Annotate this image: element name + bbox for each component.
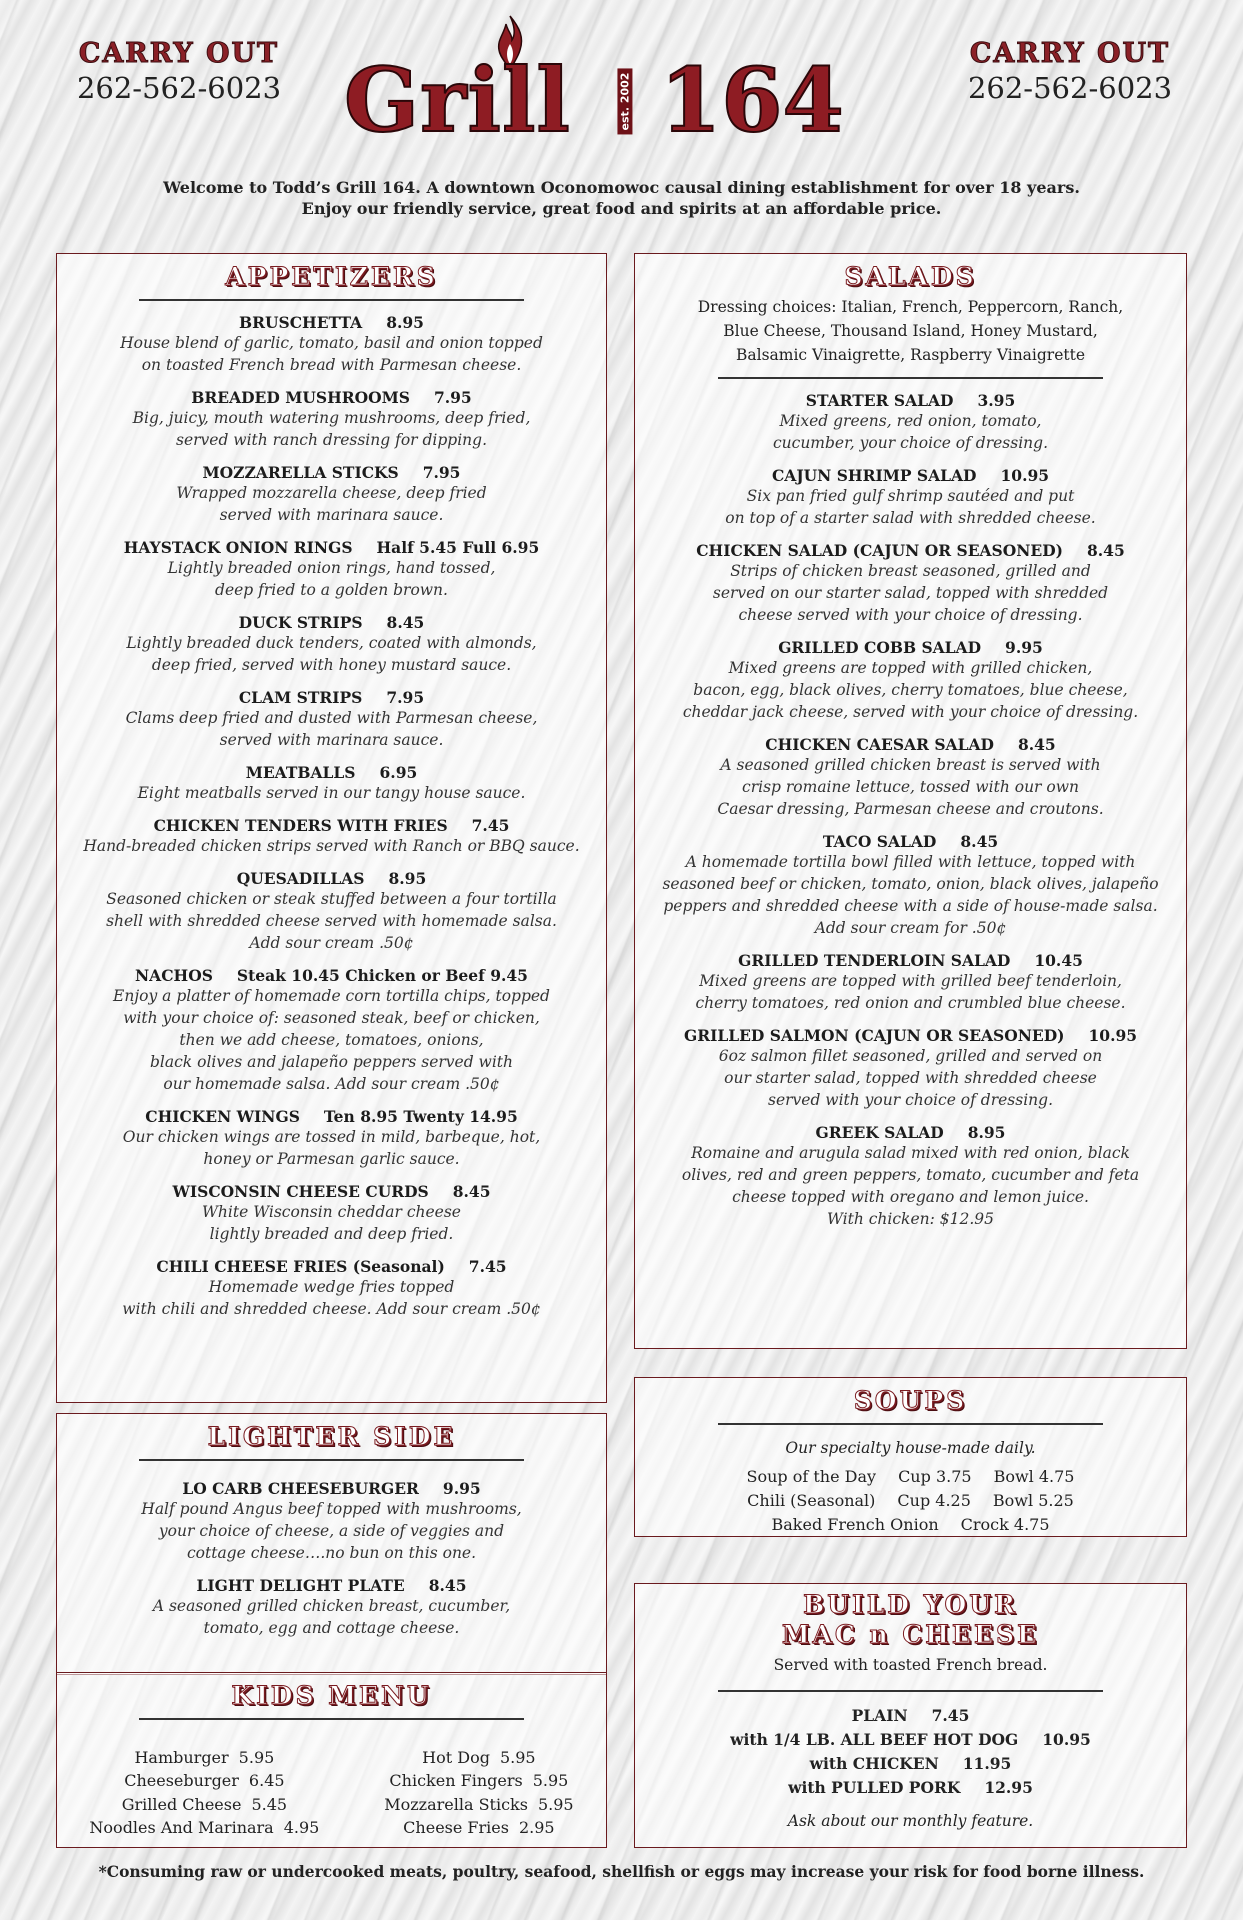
menu-item-name: NACHOS	[135, 965, 213, 985]
menu-item	[635, 391, 1186, 454]
carry-out-right	[935, 38, 1205, 105]
kids-column-right	[384, 1746, 573, 1840]
menu-item-name: CHICKEN WINGS	[145, 1106, 300, 1126]
kids-menu-item	[384, 1816, 573, 1840]
menu-item-description: Mixed greens, red onion, tomato, cucumber, your choice of dressing.	[772, 411, 1049, 452]
menu-item-description: Big, juicy, mouth watering mushrooms, deep fried, served with ranch dressing for dipping.	[132, 408, 531, 449]
appetizer-list	[57, 313, 606, 1320]
menu-item	[635, 541, 1186, 626]
mac-option-name: with PULLED PORK	[788, 1777, 961, 1797]
menu-item-heading	[57, 313, 606, 332]
menu-item	[57, 1576, 606, 1639]
menu-item-name: CAJUN SHRIMP SALAD	[771, 465, 977, 485]
menu-item	[57, 966, 606, 1095]
mac-option	[635, 1776, 1186, 1800]
grill-164-logo	[340, 14, 900, 152]
menu-item-description: Lightly breaded duck tenders, coated with almonds, deep fried, served with honey mustard sauce.	[126, 633, 537, 674]
menu-item-description: Eight meatballs served in our tangy house sauce.	[137, 783, 526, 802]
kids-item-price: 5.95	[532, 1771, 569, 1790]
menu-item	[57, 1107, 606, 1170]
soup-item	[635, 1465, 1186, 1489]
menu-item-heading	[635, 638, 1186, 657]
menu-item	[57, 816, 606, 857]
menu-item-price: 7.45	[468, 1256, 507, 1276]
appetizers-title: APPETIZERS	[225, 262, 438, 291]
mac-option	[635, 1704, 1186, 1728]
menu-item-price: 7.95	[433, 387, 472, 407]
mac-option	[635, 1752, 1186, 1776]
menu-item-description: Six pan fried gulf shrimp sautéed and put on top of a starter salad with shredded cheese.	[725, 486, 1096, 527]
menu-item-description: Wrapped mozzarella cheese, deep fried served with marinara sauce.	[176, 483, 487, 524]
kids-item-name: Cheese Fries	[403, 1818, 509, 1837]
soup-name: Chili (Seasonal)	[747, 1490, 876, 1510]
mac-option-name: with 1/4 LB. ALL BEEF HOT DOG	[730, 1729, 1019, 1749]
menu-item-price: 10.95	[1088, 1025, 1138, 1045]
menu-item-heading	[57, 538, 606, 557]
kids-item-price: 4.95	[283, 1818, 320, 1837]
menu-item-description: Hand-breaded chicken strips served with Ranch or BBQ sauce.	[83, 836, 580, 855]
menu-item-heading	[57, 816, 606, 835]
kids-item-price: 2.95	[518, 1818, 555, 1837]
carry-out-label: CARRY OUT	[969, 38, 1171, 69]
divider	[718, 1690, 1103, 1692]
menu-item-name: CLAM STRIPS	[238, 687, 363, 707]
kids-item-price: 5.95	[499, 1747, 536, 1767]
carry-out-phone[interactable]: 262-562-6023	[76, 71, 282, 105]
soup-price-large: Bowl 5.25	[992, 1490, 1074, 1510]
menu-item-name: LIGHT DELIGHT PLATE	[196, 1575, 405, 1595]
logo-name: Grill	[344, 48, 571, 152]
menu-item-price: 8.45	[1087, 540, 1125, 560]
kids-column-left	[89, 1746, 319, 1840]
menu-item-name: MOZZARELLA STICKS	[202, 462, 399, 482]
menu-item-heading	[635, 466, 1186, 485]
appetizers-section	[56, 253, 607, 1403]
soup-item	[635, 1489, 1186, 1513]
kids-item-price: 5.45	[251, 1794, 288, 1814]
menu-item-heading	[57, 1479, 606, 1498]
kids-menu-item	[89, 1746, 319, 1770]
welcome-line-2: Enjoy our friendly service, great food and spirits at an affordable price.	[301, 199, 942, 218]
menu-item	[57, 388, 606, 451]
welcome-text	[60, 177, 1183, 219]
menu-item-name: MEATBALLS	[245, 762, 356, 782]
menu-item	[57, 313, 606, 376]
menu-item-price: 10.45	[1034, 950, 1083, 970]
mac-feature: Ask about our monthly feature.	[787, 1811, 1034, 1830]
menu-item-description: A seasoned grilled chicken breast is served with crisp romaine lettuce, tossed with our own Caesar dressing, Parmesan cheese and croutons.	[717, 755, 1104, 818]
menu-item-description: A homemade tortilla bowl filled with lettuce, topped with seasoned beef or chicken, tomato, onion, black olives, jalapeño peppers and shredded cheese with a side of house-made salsa. Add sour cream for .50¢	[662, 852, 1159, 937]
menu-item-name: DUCK STRIPS	[238, 612, 363, 632]
soup-price-small: Crock 4.75	[960, 1514, 1050, 1534]
menu-item	[57, 1257, 606, 1320]
menu-item-description: Homemade wedge fries topped with chili and shredded cheese. Add sour cream .50¢	[122, 1277, 541, 1318]
menu-item-description: Lightly breaded onion rings, hand tossed, deep fried to a golden brown.	[167, 558, 496, 599]
menu-item-name: GRILLED SALMON (CAJUN OR SEASONED)	[683, 1025, 1065, 1045]
menu-item-description: Our chicken wings are tossed in mild, barbeque, hot, honey or Parmesan garlic sauce.	[122, 1127, 541, 1168]
soups-title: SOUPS	[853, 1386, 968, 1415]
menu-item-price: 9.95	[1005, 637, 1043, 657]
mac-title	[635, 1590, 1186, 1650]
menu-item-name: QUESADILLAS	[236, 868, 365, 888]
menu-item-price: 8.95	[388, 868, 427, 888]
menu-item-description: White Wisconsin cheddar cheese lightly breaded and deep fried.	[202, 1202, 461, 1243]
menu-item-heading	[635, 541, 1186, 560]
menu-item-price: 6.95	[379, 762, 418, 782]
menu-item-name: GRILLED TENDERLOIN SALAD	[738, 950, 1011, 970]
soup-name: Baked French Onion	[771, 1514, 939, 1534]
soup-name: Soup of the Day	[746, 1466, 877, 1486]
lighter-side-section	[56, 1413, 607, 1675]
soup-price-small: Cup 3.75	[898, 1466, 972, 1486]
kids-item-name: Mozzarella Sticks	[384, 1794, 528, 1814]
menu-item-description: Half pound Angus beef topped with mushrooms, your choice of cheese, a side of veggies and cottage cheese….no bun on this one.	[141, 1499, 522, 1562]
menu-item	[57, 1479, 606, 1564]
carry-out-left	[44, 38, 314, 105]
menu-item-heading	[635, 391, 1186, 410]
menu-item-price: 9.95	[442, 1478, 481, 1498]
menu-item-price: 7.95	[422, 462, 461, 482]
menu-item-heading	[57, 463, 606, 482]
mac-title-line-1: BUILD YOUR	[803, 1590, 1018, 1619]
mac-options-list	[635, 1704, 1186, 1800]
menu-item	[635, 1026, 1186, 1111]
menu-item-description: Seasoned chicken or steak stuffed between a four tortilla shell with shredded cheese served with homemade salsa. Add sour cream .50¢	[106, 889, 557, 952]
menu-item-price: Steak 10.45 Chicken or Beef 9.45	[236, 965, 528, 985]
kids-menu-item	[89, 1816, 319, 1840]
menu-item-heading	[57, 688, 606, 707]
kids-item-name: Noodles And Marinara	[89, 1818, 274, 1837]
menu-item	[57, 463, 606, 526]
menu-item-name: STARTER SALAD	[805, 390, 954, 410]
mac-option-price: 10.95	[1042, 1729, 1091, 1749]
salads-title: SALADS	[844, 262, 977, 291]
menu-item-price: 8.45	[1017, 734, 1056, 754]
divider	[718, 1423, 1103, 1425]
divider	[718, 377, 1103, 379]
menu-item-name: LO CARB CHEESEBURGER	[182, 1478, 419, 1498]
mac-option-price: 11.95	[962, 1753, 1012, 1773]
menu-item-price: 8.95	[386, 312, 424, 332]
soup-item	[635, 1513, 1186, 1537]
menu-item	[635, 466, 1186, 529]
kids-item-price: 5.95	[238, 1747, 275, 1767]
kids-item-name: Chicken Fingers	[389, 1771, 523, 1790]
mac-option-price: 7.45	[931, 1705, 970, 1725]
menu-item-heading	[57, 388, 606, 407]
menu-item-description: Enjoy a platter of homemade corn tortilla chips, topped with your choice of: seasoned steak, beef or chicken, then we add cheese, tomatoes, onions, black olives and jalapeño peppers served with our homemade salsa. Add sour cream .50¢	[113, 986, 550, 1093]
menu-item-heading	[57, 1107, 606, 1126]
menu-item-heading	[635, 951, 1186, 970]
soup-price-small: Cup 4.25	[897, 1490, 971, 1510]
carry-out-phone[interactable]: 262-562-6023	[967, 71, 1173, 105]
kids-menu-title: KIDS MENU	[231, 1681, 432, 1710]
kids-menu-section	[56, 1672, 607, 1848]
divider	[139, 299, 524, 301]
mac-option-price: 12.95	[984, 1777, 1033, 1797]
salad-list	[635, 391, 1186, 1230]
menu-item-name: CHICKEN TENDERS WITH FRIES	[153, 815, 448, 835]
mac-intro: Served with toasted French bread.	[773, 1656, 1048, 1674]
menu-item-description: Clams deep fried and dusted with Parmesan cheese, served with marinara sauce.	[125, 708, 538, 749]
menu-item-name: CHICKEN SALAD (CAJUN OR SEASONED)	[696, 540, 1063, 560]
kids-item-price: 6.45	[248, 1771, 285, 1790]
logo-number: 164	[660, 48, 844, 152]
menu-item	[635, 735, 1186, 820]
menu-item	[635, 951, 1186, 1014]
kids-menu-list	[57, 1746, 606, 1840]
logo-est: est. 2002	[617, 69, 632, 135]
menu-item-name: GRILLED COBB SALAD	[778, 637, 982, 657]
divider	[139, 1718, 524, 1720]
menu-item	[57, 538, 606, 601]
menu-item-heading	[57, 763, 606, 782]
kids-item-price: 5.95	[537, 1794, 574, 1814]
menu-item-name: CHILI CHEESE FRIES (Seasonal)	[156, 1256, 445, 1276]
menu-item-name: GREEK SALAD	[815, 1122, 944, 1142]
menu-item-heading	[635, 735, 1186, 754]
kids-menu-item	[384, 1793, 573, 1817]
menu-item-name: TACO SALAD	[822, 831, 937, 851]
menu-item-price: 8.45	[386, 612, 425, 632]
menu-item	[57, 763, 606, 804]
soup-price-large: Bowl 4.75	[993, 1466, 1075, 1486]
menu-item-price: 10.95	[1000, 465, 1050, 485]
menu-item-heading	[57, 1257, 606, 1276]
menu-item-description: Mixed greens are topped with grilled chicken, bacon, egg, black olives, cherry tomatoes, blue cheese, cheddar jack cheese, served with your choice of dressing.	[682, 658, 1139, 721]
salads-section	[634, 253, 1187, 1349]
menu-item-price: 8.95	[967, 1122, 1006, 1142]
menu-item-heading	[635, 832, 1186, 851]
menu-item-name: CHICKEN CAESAR SALAD	[765, 734, 994, 754]
menu-item-heading	[57, 1576, 606, 1595]
kids-menu-item	[384, 1746, 573, 1770]
menu-item	[635, 638, 1186, 723]
menu-item	[57, 869, 606, 954]
menu-item-price: 8.45	[452, 1181, 491, 1201]
menu-item-name: WISCONSIN CHEESE CURDS	[172, 1181, 429, 1201]
kids-item-name: Grilled Cheese	[121, 1794, 242, 1814]
menu-item-heading	[635, 1123, 1186, 1142]
food-safety-disclaimer: *Consuming raw or undercooked meats, poultry, seafood, shellfish or eggs may increase your risk for food borne illness.	[98, 1862, 1145, 1881]
menu-item-description: Mixed greens are topped with grilled beef tenderloin, cherry tomatoes, red onion and crumbled blue cheese.	[695, 971, 1126, 1012]
menu-item-description: Strips of chicken breast seasoned, grilled and served on our starter salad, topped with shredded cheese served with your choice of dressing.	[712, 561, 1109, 624]
menu-item-heading	[57, 869, 606, 888]
mac-title-line-2: MAC n CHEESE	[781, 1620, 1040, 1649]
menu-item	[57, 688, 606, 751]
menu-item-heading	[57, 1182, 606, 1201]
kids-item-name: Hamburger	[134, 1747, 229, 1767]
menu-item-heading	[635, 1026, 1186, 1045]
mac-option-name: with CHICKEN	[809, 1753, 939, 1773]
menu-item-description: House blend of garlic, tomato, basil and onion topped on toasted French bread with Parmesan cheese.	[120, 333, 543, 374]
menu-item-price: 8.45	[960, 831, 999, 851]
menu-item-price: Half 5.45 Full 6.95	[376, 537, 540, 557]
soups-list	[635, 1465, 1186, 1537]
soups-intro: Our specialty house-made daily.	[785, 1438, 1036, 1457]
menu-item-price: Ten 8.95 Twenty 14.95	[323, 1106, 518, 1126]
menu-item-price: 7.95	[386, 687, 425, 707]
kids-item-name: Hot Dog	[422, 1747, 490, 1767]
welcome-line-1: Welcome to Todd’s Grill 164. A downtown Oconomowoc causal dining establishment for over 18 years.	[163, 178, 1080, 197]
menu-item-name: BRUSCHETTA	[239, 312, 363, 332]
menu-item-heading	[57, 966, 606, 985]
kids-menu-item	[89, 1769, 319, 1793]
lighter-side-title: LIGHTER SIDE	[207, 1422, 456, 1451]
mac-option-name: PLAIN	[851, 1705, 908, 1725]
kids-menu-item	[89, 1793, 319, 1817]
menu-item-name: BREADED MUSHROOMS	[191, 387, 410, 407]
menu-item-description: Romaine and arugula salad mixed with red onion, black olives, red and green peppers, tomato, cucumber and feta cheese topped with oregano and lemon juice. With chicken: $12.95	[681, 1143, 1140, 1228]
dressing-choices: Dressing choices: Italian, French, Peppercorn, Ranch, Blue Cheese, Thousand Island, Honey Mustard, Balsamic Vinaigrette, Raspberry Vinaigrette	[697, 298, 1124, 364]
menu-item-price: 3.95	[977, 390, 1016, 410]
carry-out-label: CARRY OUT	[78, 38, 280, 69]
divider	[139, 1459, 524, 1461]
menu-item	[635, 832, 1186, 939]
menu-item-price: 8.45	[428, 1575, 467, 1595]
menu-item	[57, 1182, 606, 1245]
soups-section	[634, 1377, 1187, 1537]
menu-item	[57, 613, 606, 676]
kids-menu-item	[384, 1769, 573, 1793]
menu-item-name: HAYSTACK ONION RINGS	[123, 537, 353, 557]
menu-item-heading	[57, 613, 606, 632]
menu-item-description: A seasoned grilled chicken breast, cucumber, tomato, egg and cottage cheese.	[152, 1596, 511, 1637]
menu-item-price: 7.45	[471, 815, 510, 835]
mac-n-cheese-section	[634, 1583, 1187, 1848]
lighter-side-list	[57, 1479, 606, 1639]
menu-item	[635, 1123, 1186, 1230]
mac-option	[635, 1728, 1186, 1752]
menu-item-description: 6oz salmon fillet seasoned, grilled and served on our starter salad, topped with shredded cheese served with your choice of dressing.	[718, 1046, 1103, 1109]
kids-item-name: Cheeseburger	[124, 1771, 239, 1790]
